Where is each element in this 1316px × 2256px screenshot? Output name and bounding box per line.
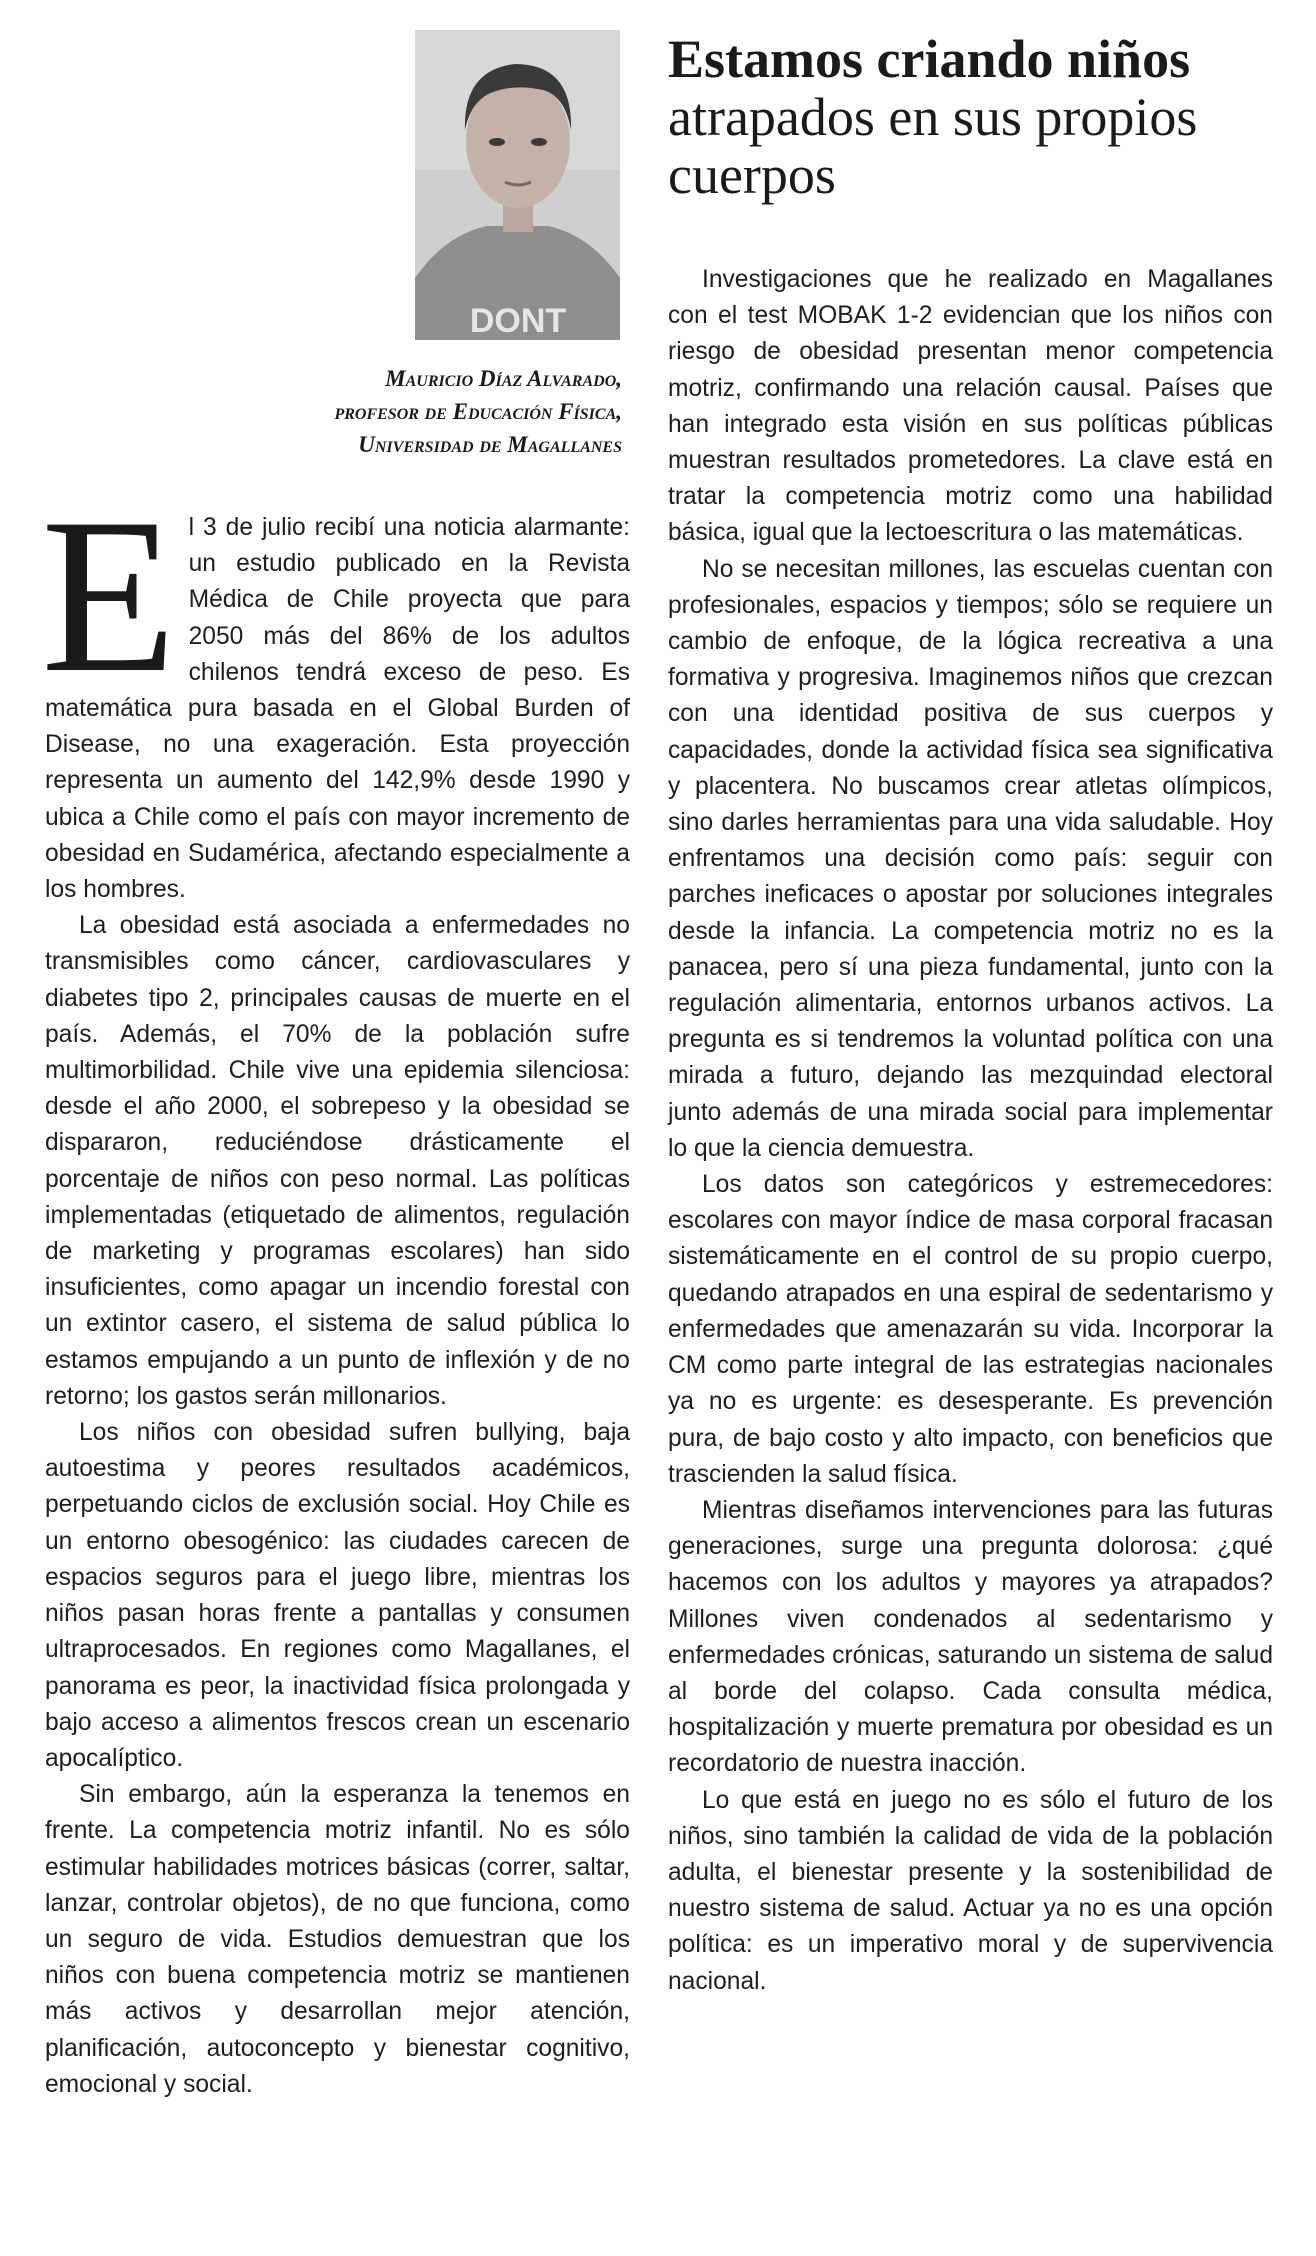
author-photo xyxy=(415,30,620,340)
author-institution: Universidad de Magallanes xyxy=(358,432,622,457)
author-role: profesor de Educación Física, xyxy=(334,399,622,424)
drop-cap: E xyxy=(41,473,177,719)
article-paragraph: Mientras diseñamos intervenciones para las futuras generaciones, surge una pregunta dolorosa: ¿qué hacemos con los adultos y mayores ya atrapados? Millones viven condenados al sedentarismo y enfermedades crónicas, saturando un sistema de salud al borde del colapso. Cada consulta médica, hospitalización y muerte prematura por obesidad es un recordatorio de nuestra inacción. xyxy=(668,1496,1273,1778)
author-byline xyxy=(240,362,622,461)
article-paragraph: No se necesitan millones, las escuelas cuentan con profesionales, espacios y tiempos; sólo se requiere un cambio de enfoque, de la lógica recreativa a una formativa y progresiva. Imaginemos niños que crezcan con una identidad positiva de sus cuerpos y capacidades, donde la actividad física sea significativa y placentera. No buscamos crear atletas olímpicos, sino darles herramientas para una vida saludable. Hoy enfrentamos una decisión como país: seguir con parches ineficaces o apostar por soluciones integrales desde la infancia. La competencia motriz no es la panacea, pero sí una pieza fundamental, junto con la regulación alimentaria, entornos urbanos activos. La pregunta es si tendremos la voluntad política con una mirada a futuro, dejando las mezquindad electoral junto además de una mirada social para implementar lo que la ciencia demuestra. xyxy=(668,555,1273,1162)
article-paragraph: Investigaciones que he realizado en Magallanes con el test MOBAK 1-2 evidencian que los niños con riesgo de obesidad presentan menor competencia motriz, confirmando una relación causal. Países que han integrado esta visión en sus políticas públicas muestran resultados prometedores. La clave está en tratar la competencia motriz como una habilidad básica, igual que la lectoescritura o las matemáticas. xyxy=(668,266,1273,547)
article-paragraph: l 3 de julio recibí una noticia alarmante: un estudio publicado en la Revista Médica de Chile proyecta que para 2050 más del 86% de los adultos chilenos tendrá exceso de peso. Es matemática pura basada en el Global Burden of Disease, no una exageración. Esta proyección representa un aumento del 142,9% desde 1990 y ubica a Chile como el país con mayor incremento de obesidad en Sudamérica, afectando especialmente a los hombres. xyxy=(45,514,630,904)
article-headline xyxy=(668,30,1308,204)
shirt-print-text: DONT xyxy=(469,302,567,340)
article-paragraph: Sin embargo, aún la esperanza la tenemos en frente. La competencia motriz infantil. No es sólo estimular habilidades motrices básicas (correr, saltar, lanzar, controlar objetos), de no que funciona, como un seguro de vida. Estudios demuestran que los niños con buena competencia motriz se mantienen más activos y desarrollan mejor atención, planificación, autoconcepto y bienestar cognitivo, emocional y social. xyxy=(45,1781,630,2098)
article-column-left xyxy=(41,473,630,2103)
article-paragraph: Los niños con obesidad sufren bullying, baja autoestima y peores resultados académicos, perpetuando ciclos de exclusión social. Hoy Chile es un entorno obesogénico: las ciudades carecen de espacios seguros para el juego libre, mientras los niños pasan horas frente a pantallas y consumen ultraprocesados. En regiones como Magallanes, el panorama es peor, la inactividad física prolongada y bajo acceso a alimentos frescos crean un escenario apocalíptico. xyxy=(45,1419,630,1772)
article-paragraph: Lo que está en juego no es sólo el futuro de los niños, sino también la calidad de vida de la población adulta, el bienestar presente y la sostenibilidad de nuestro sistema de salud. Actuar ya no es una opción política: es un imperativo moral y de supervivencia nacional. xyxy=(668,1786,1273,1995)
article-paragraph: Los datos son categóricos y estremecedores: escolares con mayor índice de masa corporal fracasan sistemáticamente en el control de su propio cuerpo, quedando atrapados en una espiral de sedentarismo y enfermedades que amenazarán su vida. Incorporar la CM como parte integral de las estrategias nacionales ya no es urgente: es desesperante. Es prevención pura, de bajo costo y alto impacto, con beneficios que trascienden la salud física. xyxy=(668,1171,1273,1488)
headline-bold: Estamos criando niños xyxy=(668,29,1191,89)
author-portrait-illustration xyxy=(415,30,620,340)
author-name: Mauricio Díaz Alvarado, xyxy=(385,366,622,391)
headline-regular: atrapados en sus propios cuerpos xyxy=(668,87,1198,205)
article-column-right xyxy=(668,262,1273,2000)
article-paragraph: La obesidad está asociada a enfermedades no transmisibles como cáncer, cardiovasculares y diabetes tipo 2, principales causas de muerte en el país. Además, el 70% de la población sufre multimorbilidad. Chile vive una epidemia silenciosa: desde el año 2000, el sobrepeso y la obesidad se dispararon, reduciéndose drásticamente el porcentaje de niños con peso normal. Las políticas implementadas (etiquetado de alimentos, regulación de marketing y programas escolares) han sido insuficientes, como apagar un incendio forestal con un extintor casero, el sistema de salud pública lo estamos empujando a un punto de inflexión y de no retorno; los gastos serán millonarios. xyxy=(45,912,630,1410)
